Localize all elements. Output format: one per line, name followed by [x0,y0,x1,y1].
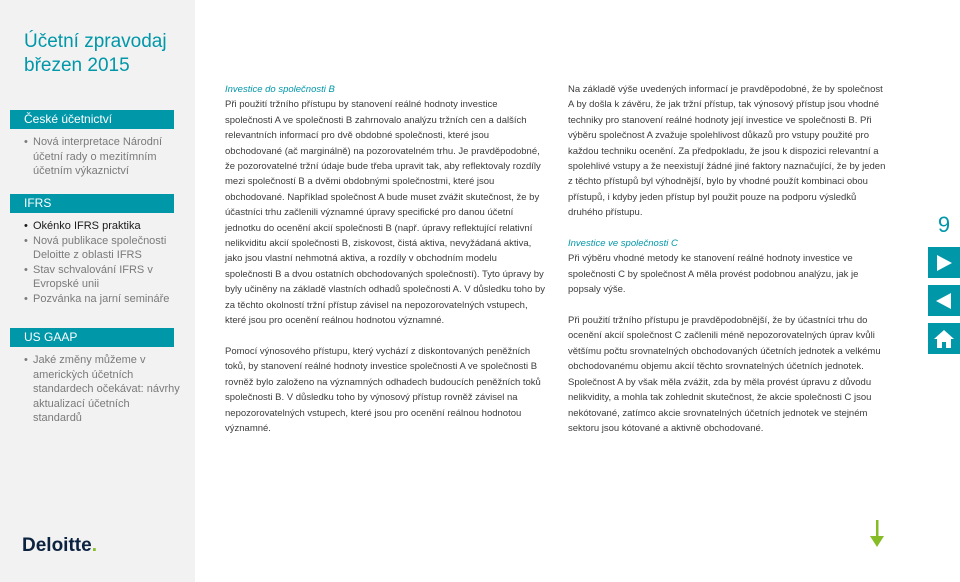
paragraph-income-approach-b: Pomocí výnosového přístupu, který vychází z diskontovaných peněžních toků, by stanovení reálné hodnoty investice společnosti A ve společnosti B rovněž bylo založeno na významných odhadech budoucích peněžních toků společnosti B. V důsledku toho by výnosový přístup rovněž závisel na nepozorovatelných vstupech, které jsou pro ocenění reálnou hodnotou významné. [225,345,541,434]
page-number: 9 [928,209,960,241]
next-arrow-icon [934,253,954,273]
sidebar-item-us-gaap-changes[interactable]: • Jaké změny můžeme v americkỳch účetních standardech očekávat: návrhy aktualizací účetních standardů [24,353,180,426]
title-line-1: Účetní zpravodaj [24,31,167,52]
sidebar-item-national-council-interpretation[interactable]: • Nová interpretace Národní účetní rady o mezitímním účetním výkaznictví [24,135,180,179]
sidebar-item-ifrs-practitioner[interactable]: • Okénko IFRS praktika [24,219,180,234]
sidebar-item-deloitte-publication[interactable]: • Nová publikace společnosti Deloitte z oblasti IFRS [24,234,180,263]
logo-dot: . [91,535,97,556]
prev-arrow-icon [934,291,954,311]
sidebar-item-eu-endorsement-status[interactable]: • Stav schvalování IFRS v Evropské unii [24,263,180,292]
section-list-czech-accounting [24,135,180,179]
scroll-down-arrow-icon[interactable] [868,520,886,548]
title-line-2: březen 2015 [24,55,130,76]
sidebar [0,0,195,582]
section-list-ifrs [24,219,180,306]
next-page-button[interactable] [928,247,960,278]
deloitte-logo[interactable] [22,535,97,557]
section-heading-czech-accounting[interactable]: České účetnictví [10,110,174,129]
paragraph-conclusion-b: Na základě výše uvedených informací je pravděpodobné, že by společnost A by došla k závěru, že jak tržní přístup, tak výnosový přístup jsou vhodné techniky pro stanovení reálné hodnoty její investice ve společnosti B. Při výběru společnost A zvažuje spolehlivost důkazů pro vstupy použité pro každou techniku ocenění. Za předpokladu, že jsou k dispozici relevantní a spolehlivé vstupy a že neexistují žádné jiné faktory naznačující, že by jeden z těchto přístupů byl výhodnější, bylo by vhodné použít kombinaci obou přístupů, i kdyby jeden přístup byl použit pouze na podporu výsledků druhého přístupu. [568,84,886,219]
section-heading-us-gaap[interactable]: US GAAP [10,328,174,347]
paragraph-market-approach-c: Při použití tržního přístupu je pravděpodobnější, že by účastníci trhu do ocenění akcií společnost C začlenili méně nepozorovatelných úprav kvůli většímu počtu srovnatelných obchodovaných účetních jednotek a velkému obchodovanému objemu akcií těchto srovnatelných účetních jednotek. Společnost A by však měla zvážit, zda by měla provést úpravu z důvodu nelikvidity, a mohla tak zohlednit skutečnost, že akcie společnosti C jsou nekótované, zatímco akcie srovnatelných účetních jednotek ve stejném sektoru jsou kótované a aktivně obchodované. [568,315,881,434]
sidebar-item-spring-seminars[interactable]: • Pozvánka na jarní semináře [24,292,180,307]
content-column-left [225,82,547,436]
previous-page-button[interactable] [928,285,960,316]
section-heading-ifrs[interactable]: IFRS [10,194,174,213]
paragraph-market-approach-b: Při použití tržního přístupu by stanovení reálné hodnoty investice společnosti A ve společnosti B zahrnovalo analýzu tržních cen a dalších relevantních informací pro dvě obdobné společnosti, které jsou obchodované (ač marginálně) na pozorovatelném trhu. Je pravděpodobné, že pozorovatelné tržní údaje bude třeba upravit tak, aby reflektovaly rozdíly mezi společností B a dvěmi obdobnými společnostmi, které jsou obchodované. Například společnost A bude muset zvážit skutečnost, že by účastníci trhu začlenili významné úpravy specifické pro danou účetní jednotku do ocenění akcií společnosti B (např. úpravy reflektující relativní nelikviditu akcií společnosti B, ziskovost, čistá aktiva, nevyžádaná aktiva, jako jsou vlastní nehmotná aktiva, a rozdíly v obchodním modelu společnosti B a dvou ostatních obchodovaných společností). Tyto úpravy by byly učiněny na základě vlastních odhadů společnosti A. V důsledku toho by za těchto okolností tržní přístup závisel na nepozorovatelných vstupech, které jsou pro ocenění reálnou hodnotou významné. [225,99,546,327]
home-icon [933,329,955,349]
home-button[interactable] [928,323,960,354]
paragraph-method-c: Při výběru vhodné metody ke stanovení reálné hodnoty investice ve společnosti C by společnost A měla provést podobnou analýzu, jak je popsaly výše. [568,253,859,296]
heading-investment-c: Investice ve společnosti C [568,238,678,250]
content-column-right [568,82,888,436]
section-list-us-gaap [24,353,180,426]
heading-investment-b: Investice do společnosti B [225,84,335,95]
logo-text: Deloitte [22,535,92,556]
newsletter-title [24,30,189,78]
